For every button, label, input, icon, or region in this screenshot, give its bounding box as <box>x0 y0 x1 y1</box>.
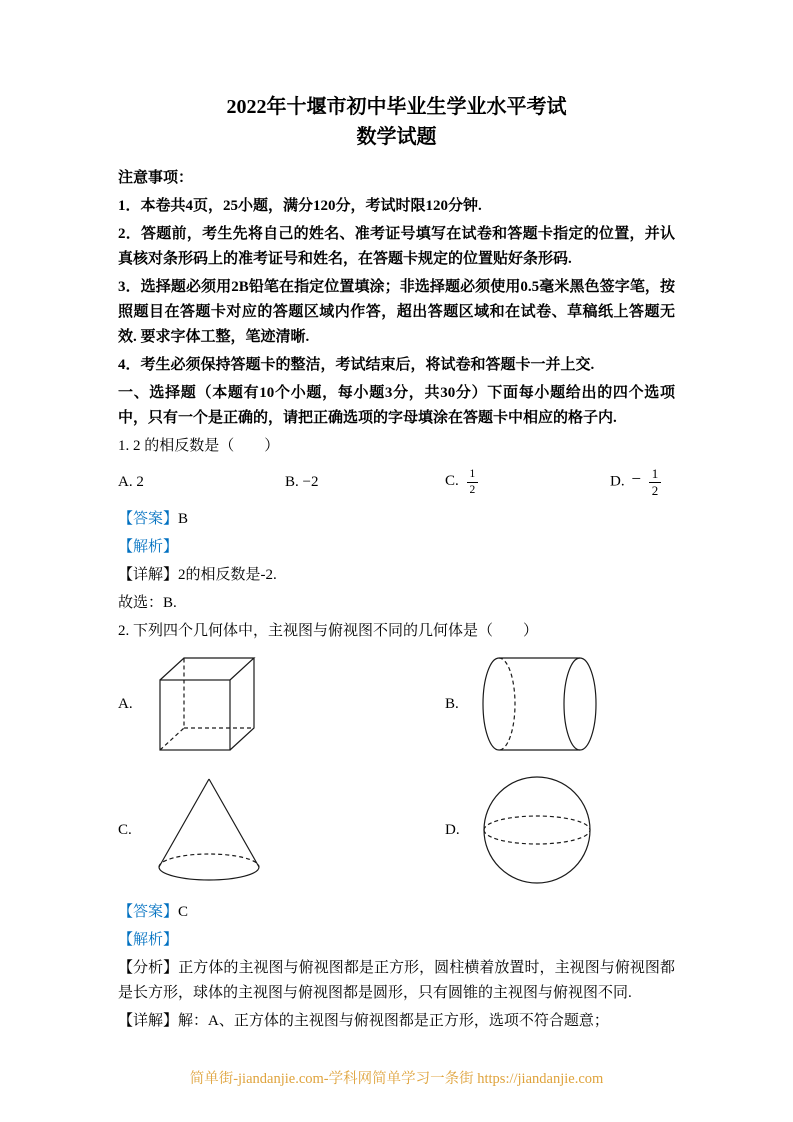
fraction-numerator: 1 <box>467 468 479 482</box>
notice-item-3: 3．选择题必须用2B铅笔在指定位置填涂；非选择题必须使用0.5毫米黑色签字笔，按照题目在答题卡对应的答题区域内作答，超出答题区域和在试卷、草稿纸上答题无效. 要求字体工整，笔迹清晰. <box>118 279 675 345</box>
notice-item-1: 1．本卷共4页，25小题，满分120分，考试时限120分钟. <box>118 198 482 214</box>
q2-analysis-text: 【分析】正方体的主视图与俯视图都是正方形，圆柱横着放置时，主视图与俯视图都是长方形，球体的主视图与俯视图都是圆形，只有圆锥的主视图与俯视图不同. <box>118 960 675 1001</box>
answer-value: C <box>178 904 189 920</box>
q1-options <box>118 465 675 499</box>
q2-stem: 2. 下列四个几何体中，主视图与俯视图不同的几何体是（ ） <box>118 623 539 639</box>
fraction-denominator: 2 <box>469 483 476 496</box>
q2-figure-b-label: B. <box>445 695 459 712</box>
q1-detail: 【详解】2的相反数是-2. <box>118 567 277 583</box>
q1-answer-line <box>118 507 675 532</box>
q2-figure-d <box>445 772 675 888</box>
analysis-tag: 【解析】 <box>118 932 179 948</box>
sphere-figure <box>481 772 593 888</box>
exam-title-line1: 2022年十堰市初中毕业生学业水平考试 <box>226 96 567 118</box>
site-footer: 简单街-jiandanjie.com-学科网简单学习一条街 https://jiandanjie.com <box>189 1071 604 1087</box>
q2-figure-c-label: C. <box>118 821 132 838</box>
q1-option-b: B. −2 <box>285 473 319 490</box>
q1-option-a: A. 2 <box>118 473 144 490</box>
cylinder-figure <box>481 653 599 755</box>
q2-figure-a-label: A. <box>118 695 133 712</box>
q1-option-c-fraction <box>467 468 479 495</box>
q1-analysis-line <box>118 535 675 560</box>
q1-option-d-label: D. <box>610 473 625 490</box>
exam-title-line2: 数学试题 <box>356 126 437 148</box>
minus-sign: − <box>631 469 641 489</box>
q1-option-c <box>445 468 610 495</box>
fraction-numerator: 1 <box>649 467 662 483</box>
notice-heading: 注意事项： <box>118 170 194 186</box>
q2-analysis-line <box>118 928 675 953</box>
q1-option-d <box>610 467 675 497</box>
answer-tag: 【答案】 <box>118 904 179 920</box>
cube-figure <box>154 652 260 756</box>
answer-value: B <box>178 511 189 527</box>
q2-figure-d-label: D. <box>445 821 460 838</box>
q2-figures <box>118 652 675 888</box>
q2-figure-b <box>445 652 675 756</box>
answer-tag: 【答案】 <box>118 511 179 527</box>
section-heading: 一、选择题（本题有10个小题，每小题3分，共30分）下面每小题给出的四个选项中，只有一个是正确的，请把正确选项的字母填涂在答题卡中相应的格子内. <box>118 385 675 426</box>
fraction-denominator: 2 <box>651 482 659 498</box>
cone-figure <box>154 775 264 885</box>
analysis-tag: 【解析】 <box>118 539 179 555</box>
q1-option-c-label: C. <box>445 473 459 490</box>
q1-option-d-fraction <box>649 467 662 497</box>
q2-figure-c <box>118 772 445 888</box>
q2-answer-line <box>118 900 675 925</box>
q2-figure-a <box>118 652 445 756</box>
notice-item-4: 4．考生必须保持答题卡的整洁，考试结束后，将试卷和答题卡一并上交. <box>118 357 595 373</box>
q1-conclusion: 故选：B. <box>118 595 177 611</box>
q1-stem: 1. 2 的相反数是（ ） <box>118 438 280 454</box>
notice-item-2: 2．答题前，考生先将自己的姓名、准考证号填写在试卷和答题卡指定的位置，并认真核对条形码上的准考证号和姓名，在答题卡规定的位置贴好条形码. <box>118 226 675 267</box>
q2-detail: 【详解】解：A、正方体的主视图与俯视图都是正方形，选项不符合题意； <box>118 1013 609 1029</box>
